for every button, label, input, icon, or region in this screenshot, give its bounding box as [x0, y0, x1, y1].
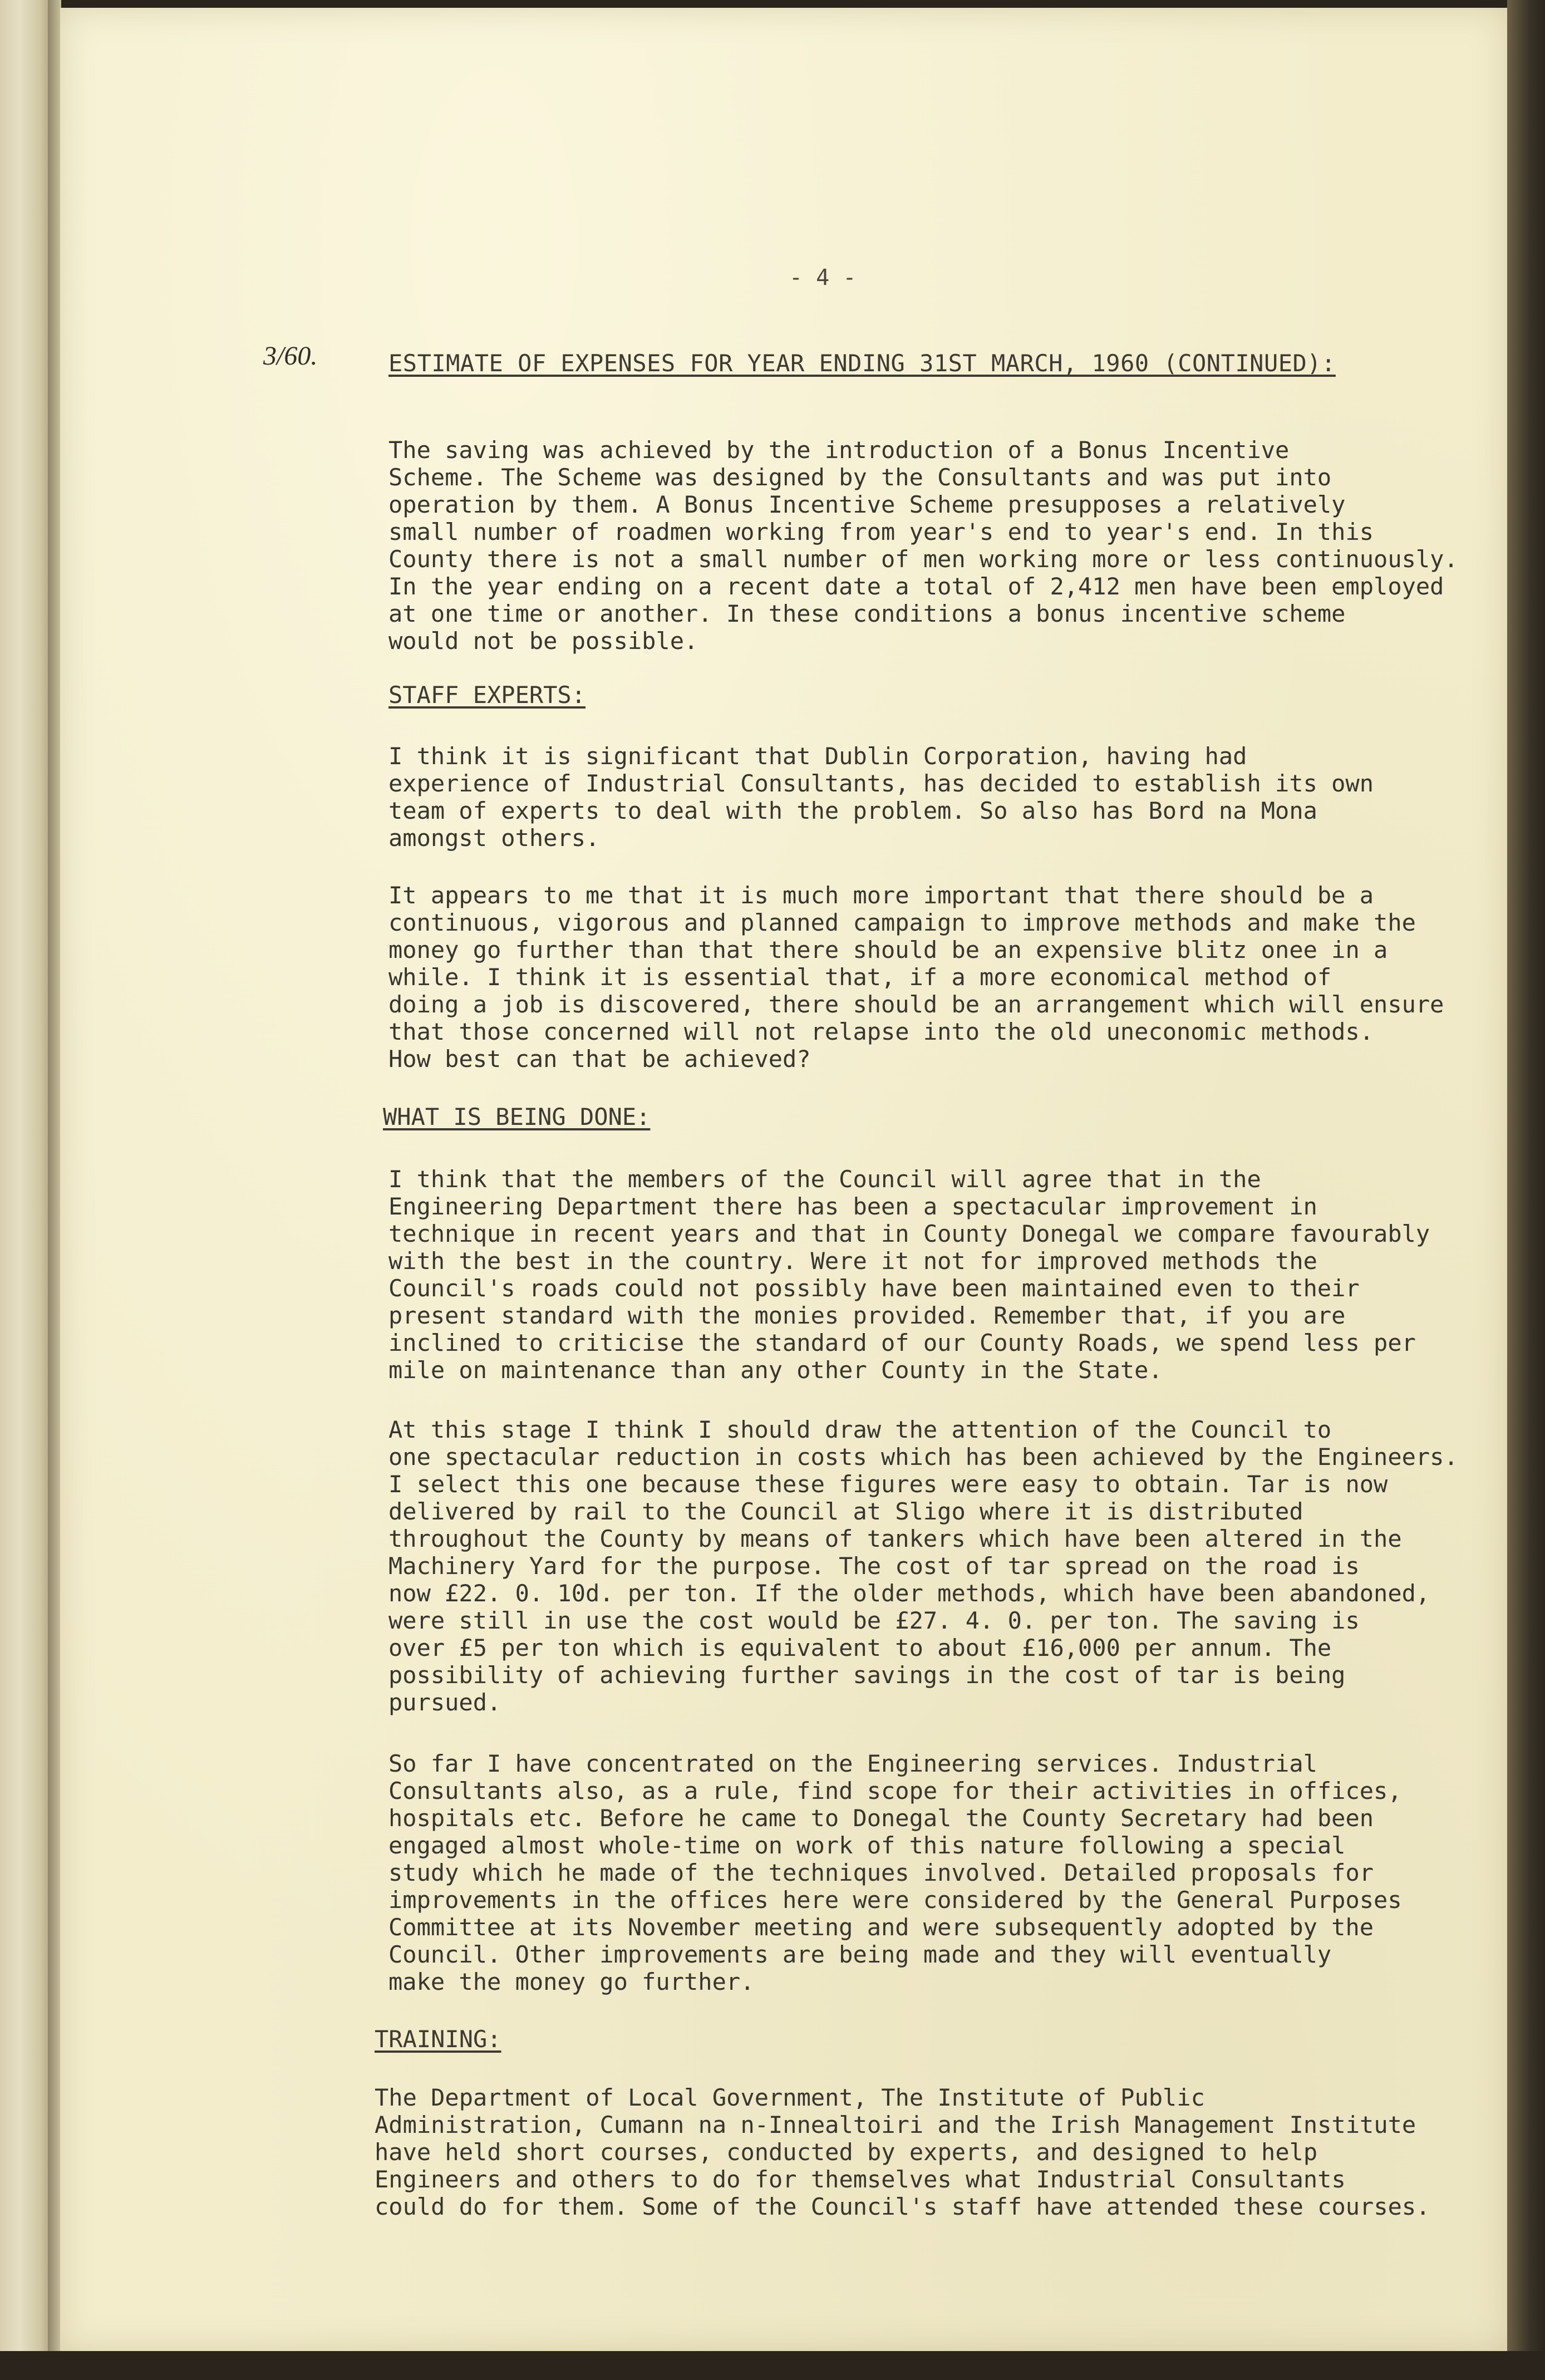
bottom-page-edge	[0, 2351, 1545, 2380]
what-is-being-done-paragraph-3: So far I have concentrated on the Engineering services. Industrial Consultants also, as a rule, find scope for their activities in offices, hospitals etc. Before he came to Donegal the County Secretary had been engaged almost whole-time on work of this nature following a special study which he made of the techniques involved. Detailed proposals for improvements in the offices here were considered by the General Purposes Committee at its November meeting and were subsequently adopted by the Council. Other improvements are being made and they will eventually make the money go further.	[388, 1750, 1402, 1995]
what-is-being-done-paragraph-2: At this stage I think I should draw the attention of the Council to one spectacular reduction in costs which has been achieved by the Engineers. I select this one because these figures were easy to obtain. Tar is now delivered by rail to the Council at Sligo where it is distributed throughout the County by means of tankers which have been altered in the Machinery Yard for the purpose. The cost of tar spread on the road is now £22. 0. 10d. per ton. If the older methods, which have been abandoned, were still in use the cost would be £27. 4. 0. per ton. The saving is over £5 per ton which is equivalent to about £16,000 per annum. The possibility of achieving further savings in the cost of tar is being pursued.	[388, 1416, 1458, 1716]
binding-shadow	[48, 0, 61, 2380]
staff-experts-heading: STAFF EXPERTS:	[388, 681, 586, 709]
binding-edge	[0, 0, 50, 2380]
staff-experts-paragraph-2: It appears to me that it is much more important that there should be a continuous, vigorous and planned campaign to improve methods and make the money go further than that there should be an expensive blitz onee in a while. I think it is essential that, if a more economical method of doing a job is discovered, there should be an arrangement which will ensure that those concerned will not relapse into the old uneconomic methods. How best can that be achieved?	[388, 882, 1444, 1073]
what-is-being-done-heading: WHAT IS BEING DONE:	[383, 1103, 651, 1130]
training-paragraph: The Department of Local Government, The Institute of Public Administration, Cumann na n-Innealtoiri and the Irish Management Institute have held short courses, conducted by experts, and designed to help Engineers and others to do for themselves what Industrial Consultants could do for them. Some of the Council's staff have attended these courses.	[375, 2084, 1430, 2220]
right-page-edge	[1507, 0, 1545, 2380]
training-heading: TRAINING:	[375, 2025, 501, 2053]
main-heading: ESTIMATE OF EXPENSES FOR YEAR ENDING 31ST MARCH, 1960 (CONTINUED):	[388, 350, 1336, 377]
page-number: - 4 -	[789, 265, 857, 291]
staff-experts-paragraph-1: I think it is significant that Dublin Corporation, having had experience of Industrial Consultants, has decided to establish its own team of experts to deal with the problem. So also has Bord na Mona amongst others.	[388, 742, 1374, 852]
what-is-being-done-paragraph-1: I think that the members of the Council will agree that in the Engineering Department there has been a spectacular improvement in technique in recent years and that in County Donegal we compare favourably with the best in the country. Were it not for improved methods the Council's roads could not possibly have been maintained even to their present standard with the monies provided. Remember that, if you are inclined to criticise the standard of our County Roads, we spend less per mile on maintenance than any other County in the State.	[388, 1166, 1430, 1384]
document-body	[60, 8, 1507, 2351]
intro-paragraph: The saving was achieved by the introduction of a Bonus Incentive Scheme. The Scheme was designed by the Consultants and was put into operation by them. A Bonus Incentive Scheme presupposes a relatively small number of roadmen working from year's end to year's end. In this County there is not a small number of men working more or less continuously. In the year ending on a recent date a total of 2,412 men have been employed at one time or another. In these conditions a bonus incentive scheme would not be possible.	[388, 436, 1458, 655]
minute-reference: 3/60.	[263, 341, 318, 371]
